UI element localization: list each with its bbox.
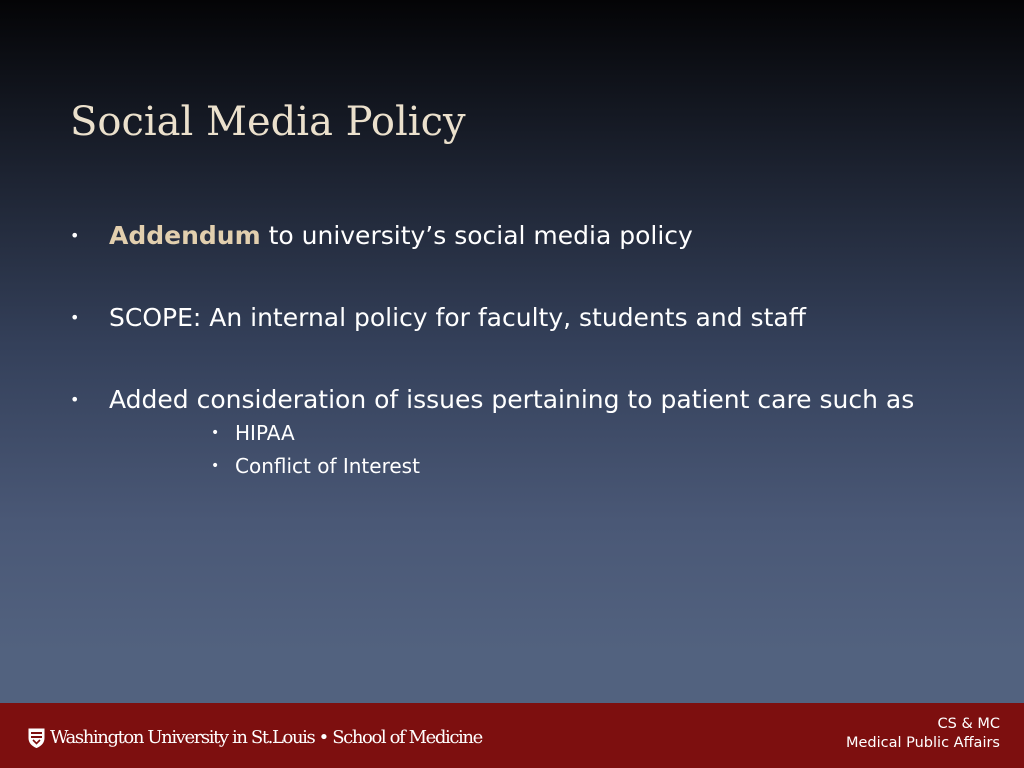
bullet-list: [70, 218, 930, 483]
sub-bullet-item-conflict: [211, 450, 930, 483]
sub-bullet-dot-icon: •: [211, 458, 220, 474]
sub-bullet-text: Conflict of Interest: [235, 454, 420, 478]
university-logo: [28, 727, 482, 748]
department-line-2: Medical Public Affairs: [845, 735, 1000, 751]
bullet-text: SCOPE: An internal policy for faculty, students and staff: [109, 303, 806, 332]
bullet-dot-icon: •: [70, 308, 80, 327]
university-wordmark: Washington University in St.Louis • School of Medicine: [50, 727, 482, 748]
department-line-1: CS & MC: [937, 716, 1000, 732]
bullet-item-scope: [70, 300, 930, 335]
bullet-emphasis: Addendum: [109, 221, 261, 250]
bullet-item-considerations: [70, 382, 930, 483]
sub-bullet-text: HIPAA: [235, 421, 295, 445]
department-label: [846, 715, 1000, 753]
bullet-dot-icon: •: [70, 226, 80, 245]
bullet-item-addendum: [70, 218, 930, 253]
sub-bullet-list: [211, 417, 930, 483]
bullet-text: to university’s social media policy: [260, 221, 693, 250]
slide-title: Social Media Policy: [70, 99, 466, 145]
bullet-text: Added consideration of issues pertaining to patient care such as: [109, 385, 915, 414]
university-shield-icon: [28, 728, 45, 748]
footer-band: [0, 703, 1024, 768]
bullet-dot-icon: •: [70, 390, 80, 409]
sub-bullet-item-hipaa: [211, 417, 930, 450]
sub-bullet-dot-icon: •: [211, 425, 220, 441]
